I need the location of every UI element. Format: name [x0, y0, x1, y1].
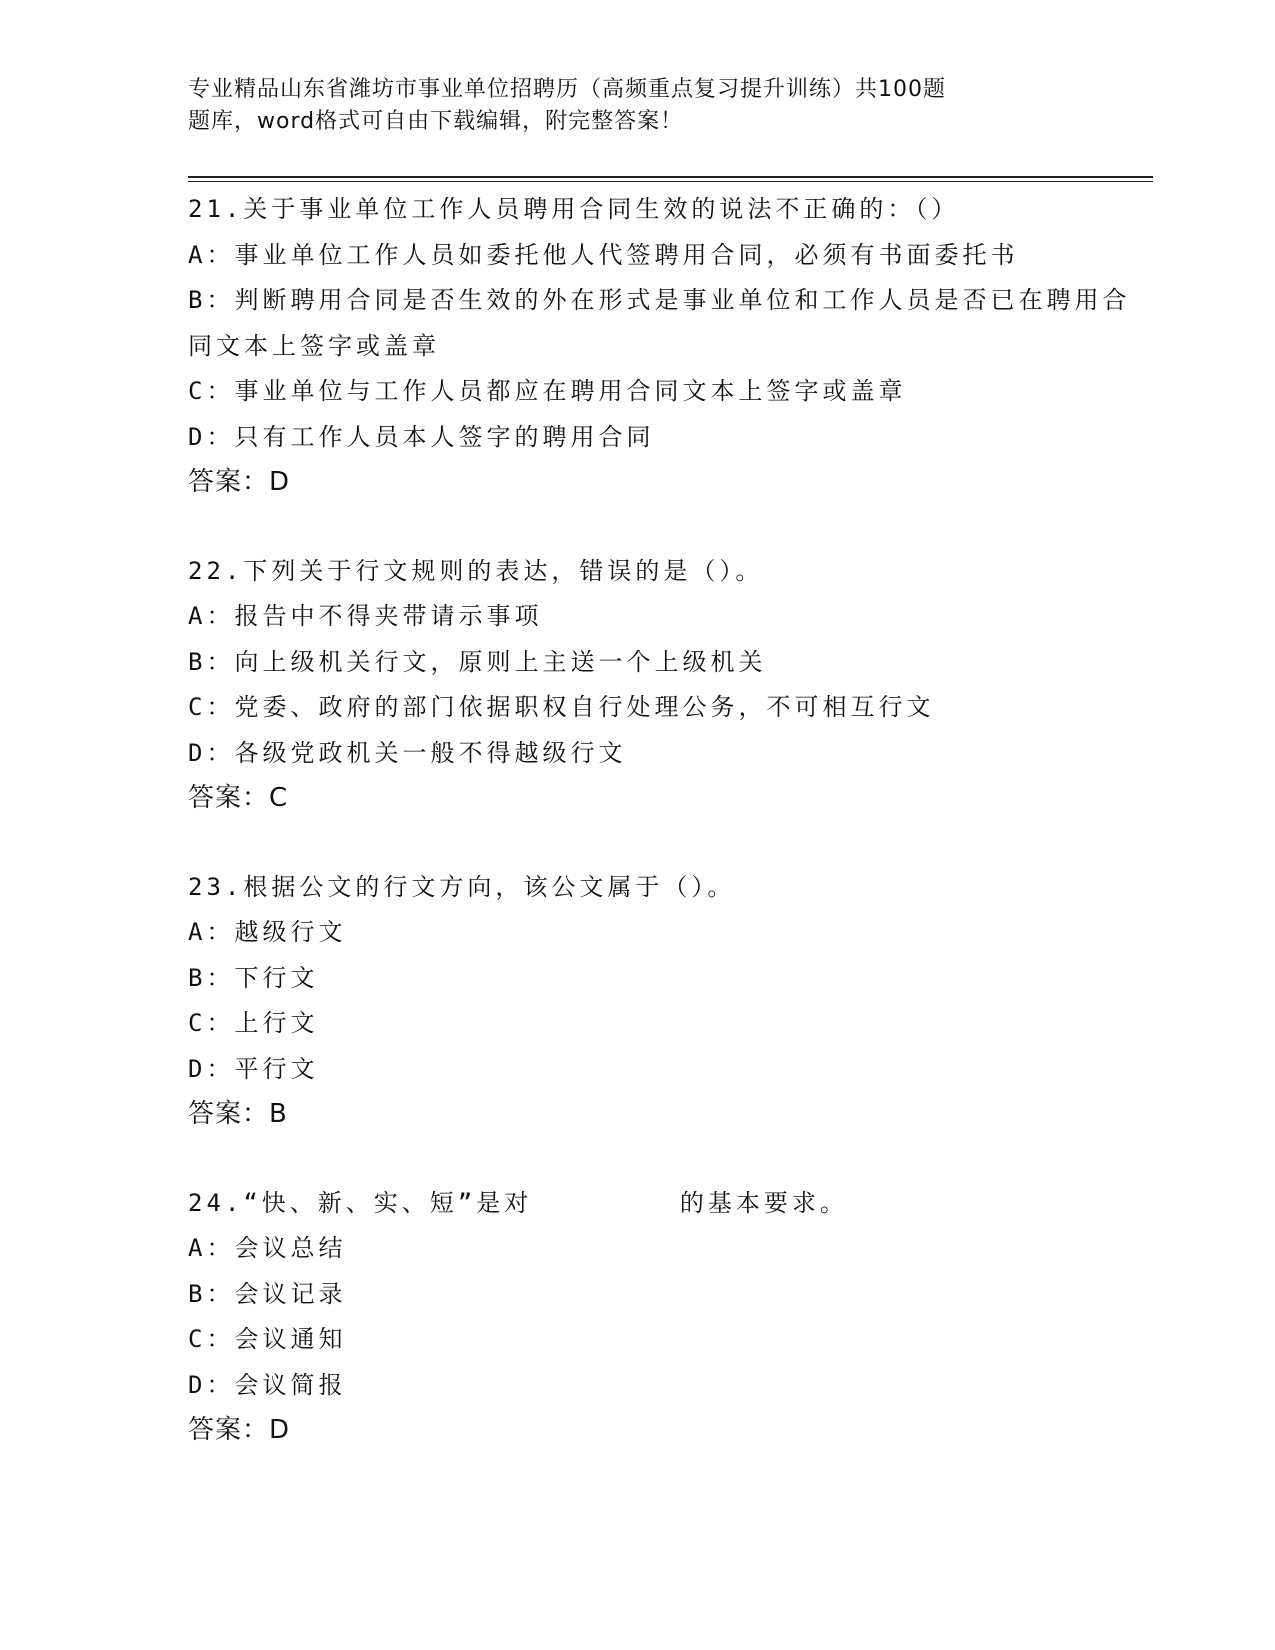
question-22	[188, 549, 1148, 822]
option-a: A：事业单位工作人员如委托他人代签聘用合同，必须有书面委托书	[188, 240, 1019, 269]
question-stem: 22.下列关于行文规则的表达，错误的是（）。	[188, 556, 764, 585]
question-stem: 23.根据公文的行文方向，该公文属于（）。	[188, 872, 736, 901]
header-divider-thick	[188, 176, 1153, 178]
answer: 答案：C	[188, 783, 289, 813]
question-list	[188, 187, 1148, 1497]
header-line-1: 专业精品山东省潍坊市事业单位招聘历（高频重点复习提升训练）共100题	[188, 77, 946, 102]
option-c: C：事业单位与工作人员都应在聘用合同文本上签字或盖章	[188, 377, 907, 405]
answer: 答案：D	[188, 1415, 291, 1445]
question-stem: 21.关于事业单位工作人员聘用合同生效的说法不正确的：（）	[188, 195, 960, 223]
header-divider-thin	[188, 181, 1153, 182]
option-a: A：报告中不得夹带请示事项	[188, 602, 543, 630]
option-b: B：向上级机关行文，原则上主送一个上级机关	[188, 647, 767, 676]
option-d: D：各级党政机关一般不得越级行文	[188, 738, 627, 767]
option-b: B：会议记录	[188, 1279, 347, 1308]
option-a: A：会议总结	[188, 1234, 347, 1262]
question-stem: 24.“快、新、实、短”是对 的基本要求。	[188, 1188, 848, 1217]
option-d: D：会议简报	[188, 1370, 347, 1399]
header-line-2: 题库，word格式可自由下载编辑，附完整答案！	[188, 109, 684, 134]
document-header	[188, 74, 1068, 138]
question-23	[188, 865, 1148, 1138]
answer: 答案：B	[188, 1099, 288, 1129]
option-c: C：上行文	[188, 1009, 319, 1037]
option-d: D：平行文	[188, 1054, 319, 1083]
option-d: D：只有工作人员本人签字的聘用合同	[188, 422, 655, 451]
option-a: A：越级行文	[188, 918, 347, 946]
option-b: B：下行文	[188, 963, 319, 992]
answer: 答案：D	[188, 467, 291, 497]
question-21	[188, 187, 1148, 506]
question-24	[188, 1181, 1148, 1454]
option-b: B：判断聘用合同是否生效的外在形式是事业单位和工作人员是否已在聘用合同文本上签字或盖章	[188, 286, 1131, 360]
option-c: C：会议通知	[188, 1325, 347, 1353]
option-c: C：党委、政府的部门依据职权自行处理公务，不可相互行文	[188, 693, 935, 721]
